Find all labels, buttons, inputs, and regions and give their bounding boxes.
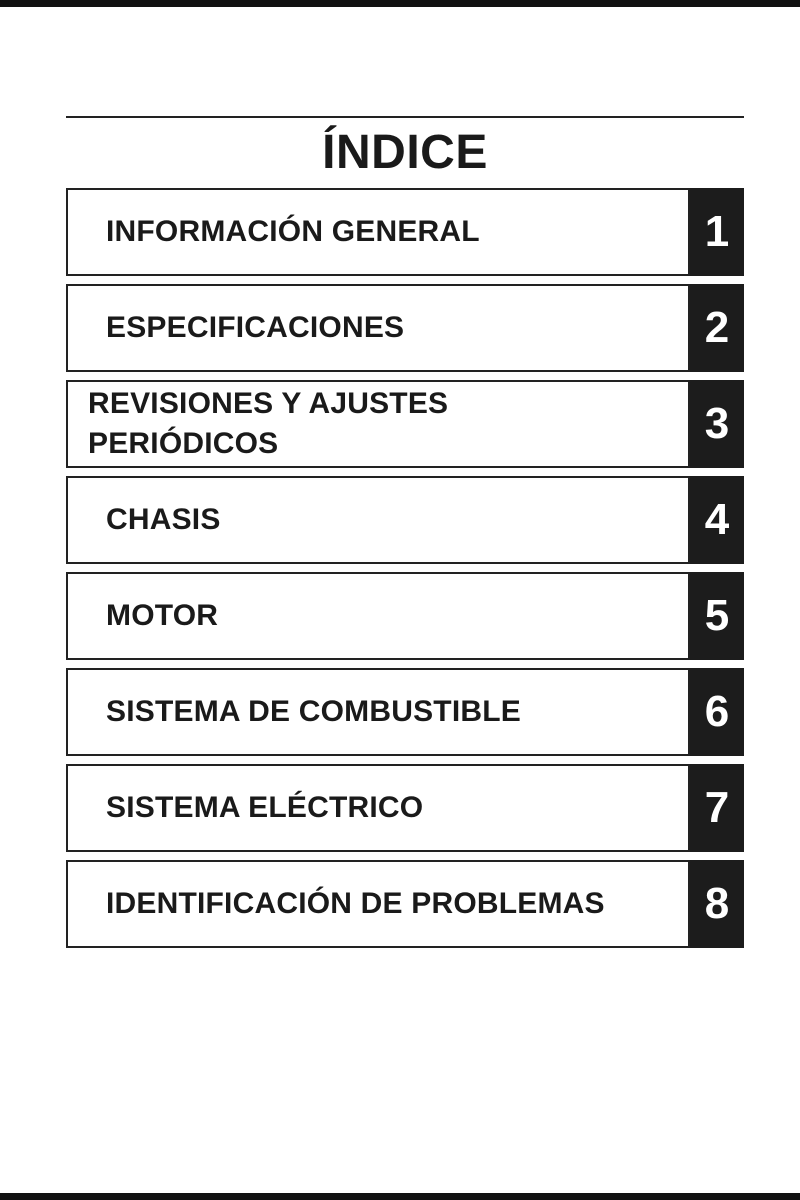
toc-item-sistema-de-combustible[interactable] <box>66 668 744 756</box>
toc-item-informacion-general[interactable] <box>66 188 744 276</box>
toc-item-revisiones-y-ajustes[interactable] <box>66 380 744 468</box>
toc-item-sistema-electrico[interactable] <box>66 764 744 852</box>
page-bottom-border <box>0 1193 800 1200</box>
chapter-tab[interactable]: 7 <box>690 764 744 852</box>
toc-item-label: IDENTIFICACIÓN DE PROBLEMAS <box>106 887 605 920</box>
chapter-tab[interactable]: 1 <box>690 188 744 276</box>
chapter-tab[interactable]: 6 <box>690 668 744 756</box>
toc-item-label: MOTOR <box>106 599 219 632</box>
toc-item-label: SISTEMA DE COMBUSTIBLE <box>106 695 521 728</box>
toc-item-label: SISTEMA ELÉCTRICO <box>106 791 424 824</box>
toc-item-label: REVISIONES Y AJUSTES PERIÓDICOS <box>88 387 449 460</box>
page-title: ÍNDICE <box>322 126 488 179</box>
chapter-tab[interactable]: 4 <box>690 476 744 564</box>
table-of-contents <box>66 188 744 956</box>
chapter-tab[interactable]: 8 <box>690 860 744 948</box>
chapter-tab[interactable]: 3 <box>690 380 744 468</box>
chapter-tab[interactable]: 2 <box>690 284 744 372</box>
chapter-tab[interactable]: 5 <box>690 572 744 660</box>
toc-item-chasis[interactable] <box>66 476 744 564</box>
toc-item-label: CHASIS <box>106 503 221 536</box>
toc-item-motor[interactable] <box>66 572 744 660</box>
toc-item-label: INFORMACIÓN GENERAL <box>106 215 480 248</box>
toc-item-identificacion-de-problemas[interactable] <box>66 860 744 948</box>
title-rule <box>66 116 744 118</box>
toc-item-label: ESPECIFICACIONES <box>106 311 405 344</box>
toc-item-especificaciones[interactable] <box>66 284 744 372</box>
page-top-border <box>0 0 800 7</box>
